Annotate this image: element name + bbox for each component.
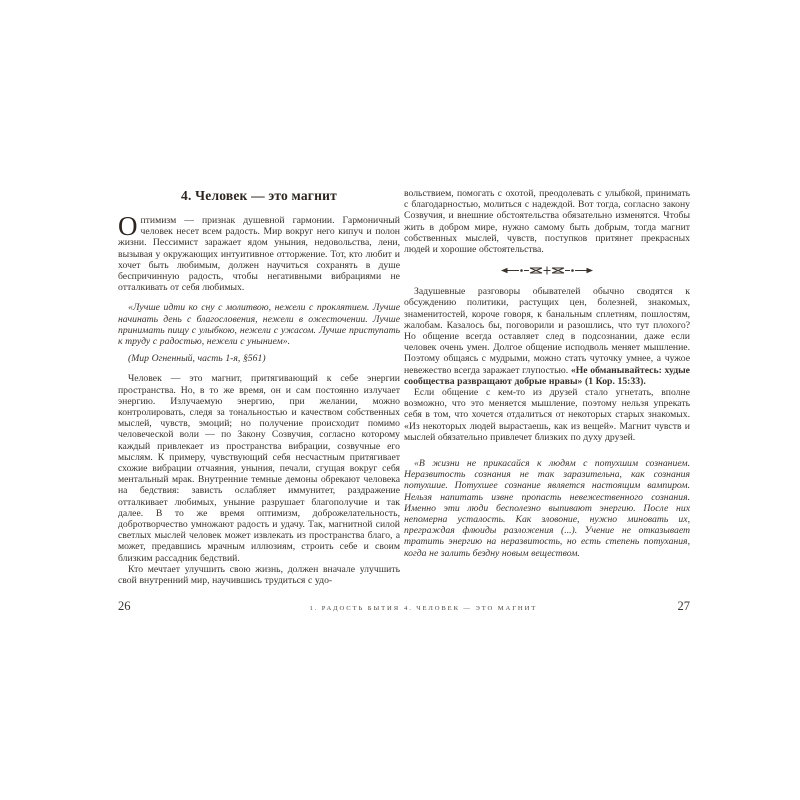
chapter-heading: 4. Человек — это магнит [181,188,337,203]
page-number-left: 26 [118,599,131,613]
conversations-text: Задушевные разговоры обывателей обычно сводятся к обсуждению политики, растущих цен, болезней, знакомых, знаменитостей, короче говоря, к банальным сплетням, пошлостям, жалобам. Казалось бы, поговорили и разошлись, что тут плохого? Но общение всегда оставляет след в подсознании, даже если человек очень умен. Долгое общение исподволь меняет мышление. Поэтому общаясь с мудрыми, можно стать чуточку умнее, а чужое невежество всегда заражает глупостью. [404,286,690,376]
opening-paragraph [118,211,400,294]
running-title-left: 1. РАДОСТЬ БЫТИЯ [309,605,400,612]
left-page-footer [118,599,400,614]
spacer [404,443,690,458]
spacer [118,364,400,373]
section-divider [404,265,690,276]
drop-cap-letter: О [118,211,138,241]
running-title-right: 4. ЧЕЛОВЕК — ЭТО МАГНИТ [404,605,538,612]
opening-paragraph-text: птимизм — признак душевной гармонии. Гармоничный человек несет всем радость. Мир вокруг него кипуч и полон жизни. Пессимист заражает ядом уныния, недовольства, лени, вызывая у окружающих интуитивное отторжение. Тот, кто любит и хочет быть любимым, должен научиться сохранять в душе беспричинную радость, чтобы негативными вибрациями не отталкивать от себя любимых. [118,215,400,294]
quote-source: (Мир Огненный, часть 1-я, §561) [128,353,266,365]
ornament-divider-icon [501,265,593,276]
body-paragraph-conversations [404,286,690,387]
teaching-quote: «Лучше идти ко сну с молитвою, нежели с проклятием. Лучше начинать день с благословения, нежели в ожесточении. Лучше принимать пищу с улыбкою, нежели с ужасом. Лучше приступать к труду с радостью, нежели с унынием». [118,302,400,348]
body-paragraph-friends: Если общение с кем-то из друзей стало угнетать, вполне возможно, что это меняется мышление, поэтому нельзя упрекать себя в том, что хочется отдалиться от некоторых старых знакомых. «Из некоторых людей вырастаешь, как из вещей». Магнит чувств и мыслей обязательно привлечет близких по духу друзей. [404,387,690,443]
continuation-paragraph: вольствием, помогать с охотой, преодолевать с улыбкой, принимать с благодарностью, молиться с надеждой. Вот тогда, согласно закону Созвучия, и внешние обстоятельства обязательно изменятся. Чтобы жить в добром мире, нужно самому быть добрым, тогда магнит собственных мыслей, чувств, поступков притянет прекрасных людей и хорошие обстоятельства. [404,188,690,256]
scripture-bold-quote: «Не обманывайтесь: худые сообщества развращают добрые нравы» (1 Кор. 15:33). [404,364,690,387]
left-page [118,188,400,586]
spacer [118,293,400,302]
page-number-right: 27 [677,599,690,613]
right-page-footer [404,599,690,614]
body-paragraph-magnet: Человек — это магнит, притягивающий к себе энергии пространства. Но, в то же время, он и сам постоянно излучает энергию. Излучаемую энергию, при желании, можно контролировать, следя за тональностью и качеством собственных мыслей, чувств, эмоций; но получение происходит помимо человеческой воли — по Закону Созвучия, согласно которому каждый привлекает из пространства вибрации, созвучные его мыслям. К примеру, чувствующий себя несчастным притягивает схожие вибрации отчаяния, уныния, печали, сгущая вокруг себя ментальный мрак. Внутренние темные демоны обрекают человека на бедствия: зависть ослабляет иммунитет, раздражение отталкивает любимых, уныние разрушает благополучие и так далее. В то же время оптимизм, доброжелательность, добротворчество умножают радость и удачу. Так, магнитной силой светлых мыслей человек может извлекать из пространства благо, а может, предавшись мрачным иллюзиям, строить себе и своим близким рассадник бедствий. [118,373,400,564]
right-page [404,188,690,559]
teaching-quote-consciousness: «В жизни не прикасайся к людям с потухшим сознанием. Неразвитость сознания не так заразительна, как сознания потухшие. Потухшее сознание является настоящим вампиром. Нельзя напитать извне пропасть невежественного сознания. Именно эти люди бесполезно выпивают энергию. После них непомерна усталость. Как зловоние, нужно миновать их, преграждая флюиды разложения (...). Учение не отказывает тратить энергию на неразвитость, но есть степень потухания, когда не залить бездну новым веществом. [404,458,690,559]
body-paragraph-improve-life: Кто мечтает улучшить свою жизнь, должен вначале улучшить свой внутренний мир, научившись трудиться с удо- [118,563,400,587]
